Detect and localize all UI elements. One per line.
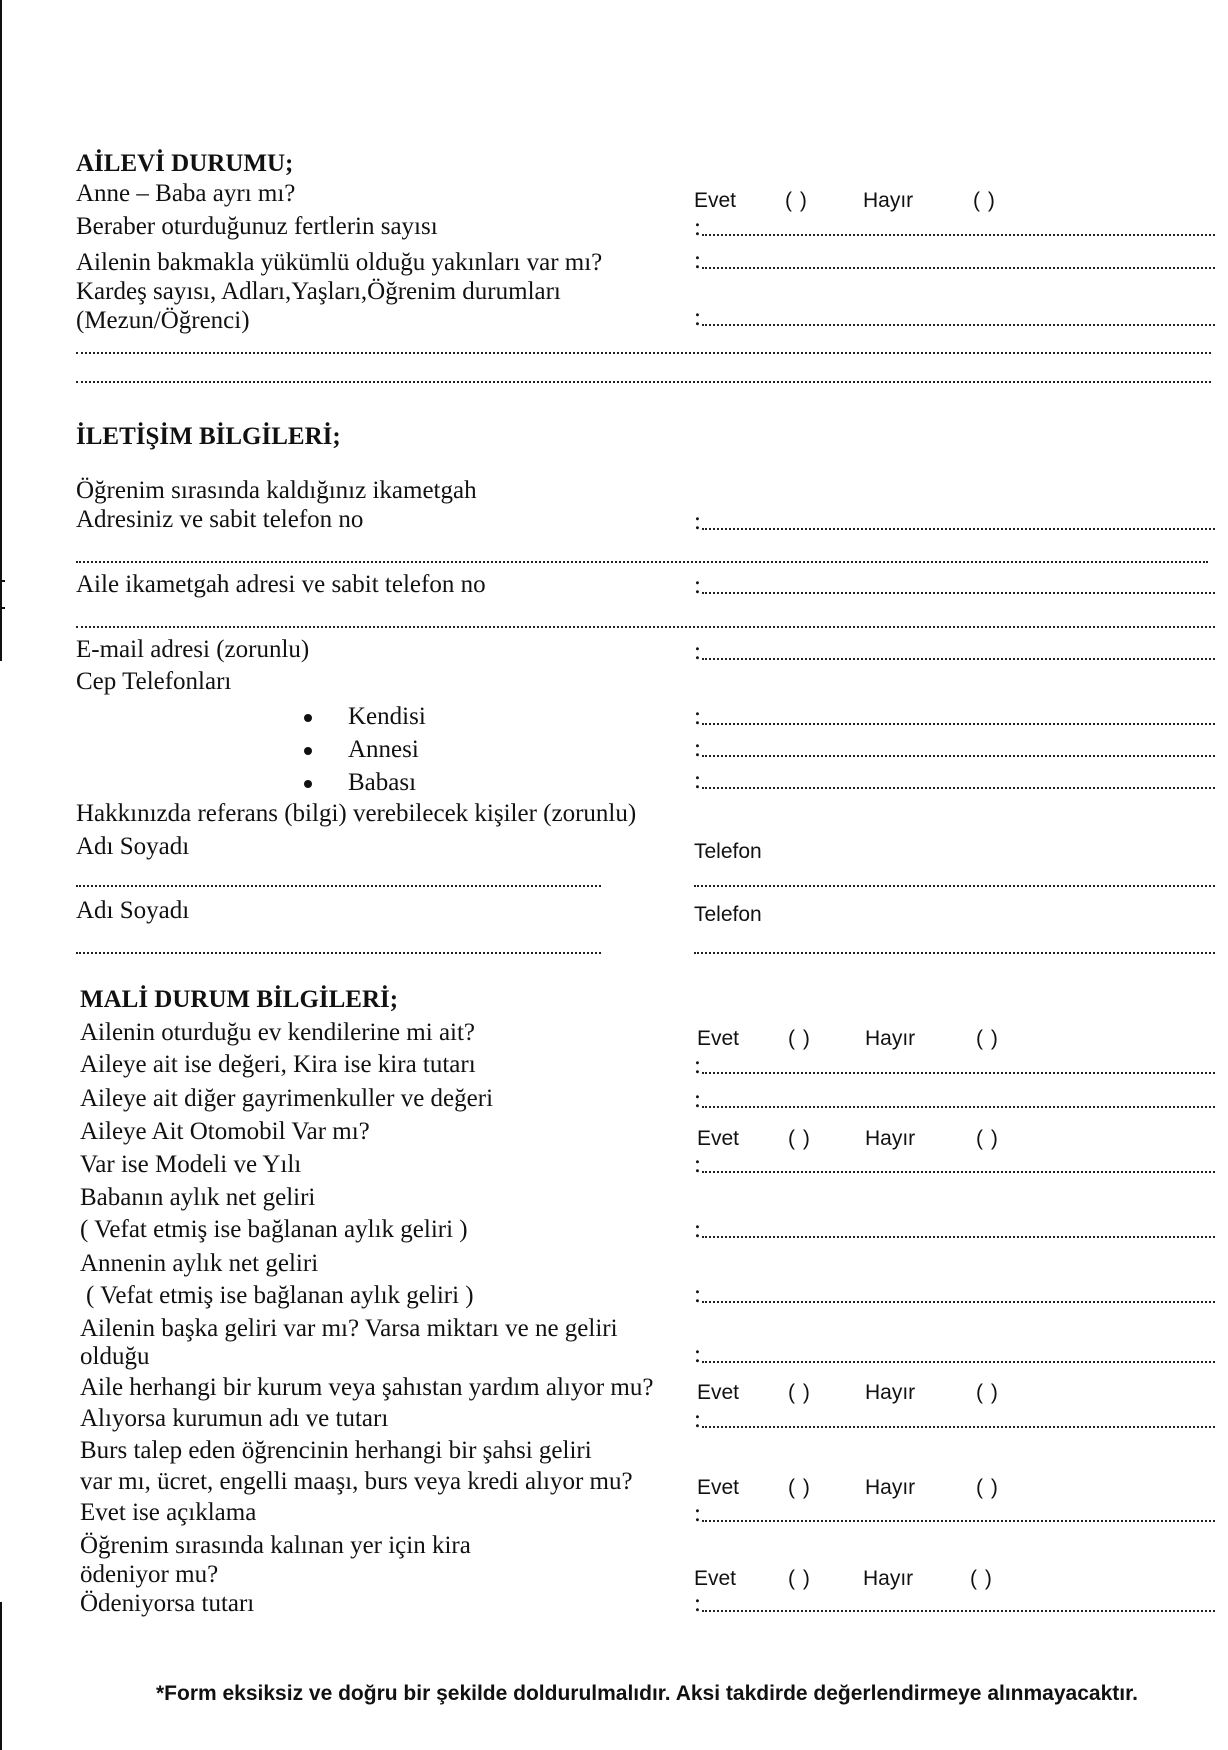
car-model-field[interactable] <box>694 1152 1215 1177</box>
study-address-label: Öğrenim sırasında kaldığınız ikametgah <box>76 477 477 504</box>
scan-edge-tick <box>0 607 5 609</box>
no-checkbox[interactable]: ( ) <box>970 1567 993 1590</box>
home-owned-label: Ailenin oturduğu ev kendilerine mi ait? <box>80 1019 476 1046</box>
field-marker: : <box>694 1281 701 1308</box>
reference-name-field[interactable] <box>76 885 601 887</box>
other-property-label: Aileye ait diğer gayrimenkuller ve değeri <box>80 1085 494 1112</box>
reference-name-label: Adı Soyadı <box>76 897 190 924</box>
mobile-father-label: Babası <box>348 769 417 796</box>
yes-checkbox[interactable]: ( ) <box>785 189 808 212</box>
field-marker: : <box>694 247 701 274</box>
dotted-fill-line <box>702 1171 1215 1173</box>
father-income-field[interactable] <box>694 1217 1215 1242</box>
parents-separated-label: Anne – Baba ayrı mı? <box>76 180 296 207</box>
aid-details-label: Alıyorsa kurumun adı ve tutarı <box>80 1405 389 1432</box>
reference-phone-field[interactable] <box>694 885 1215 887</box>
mobile-phones-label: Cep Telefonları <box>76 668 232 695</box>
field-marker: : <box>694 1406 701 1433</box>
no-option-label: Hayır <box>863 189 914 212</box>
yes-checkbox[interactable]: ( ) <box>788 1127 811 1150</box>
rent-paid-label: Öğrenim sırasında kalınan yer için kira <box>80 1532 471 1559</box>
mother-income-note: ( Vefat etmiş ise bağlanan aylık geliri ) <box>86 1282 474 1309</box>
dotted-fill-line <box>702 787 1215 789</box>
dotted-fill-line <box>702 1426 1215 1428</box>
no-checkbox[interactable]: ( ) <box>976 1476 999 1499</box>
aid-received-choice <box>0 1380 1228 1406</box>
yes-option-label: Evet <box>694 189 737 212</box>
mother-income-label: Annenin aylık net geliri <box>80 1250 319 1277</box>
aid-received-label: Aile herhangi bir kurum veya şahıstan yardım alıyor mu? <box>80 1374 654 1401</box>
study-address-field[interactable] <box>694 509 1215 534</box>
field-marker: : <box>694 1052 701 1079</box>
field-marker: : <box>694 214 701 241</box>
bullet-icon <box>304 714 312 722</box>
dotted-fill-line <box>702 1520 1215 1522</box>
dotted-fill-line <box>702 267 1215 269</box>
household-count-field[interactable] <box>694 215 1215 240</box>
yes-checkbox[interactable]: ( ) <box>788 1381 811 1404</box>
student-income-details-field[interactable] <box>694 1501 1215 1526</box>
dotted-fill-line <box>702 1106 1215 1108</box>
yes-option-label: Evet <box>697 1127 740 1150</box>
reference-phone-field[interactable] <box>694 952 1215 954</box>
siblings-answer-line[interactable] <box>76 381 1211 383</box>
aid-details-field[interactable] <box>694 1407 1215 1432</box>
no-option-label: Hayır <box>865 1476 916 1499</box>
dotted-fill-line <box>702 658 1215 660</box>
field-marker: : <box>694 304 701 331</box>
mobile-father-field[interactable] <box>694 768 1215 793</box>
field-marker: : <box>694 638 701 665</box>
dotted-fill-line <box>702 1361 1215 1363</box>
dotted-fill-line <box>702 1610 1215 1612</box>
field-marker: : <box>694 508 701 535</box>
home-value-label: Aileye ait ise değeri, Kira ise kira tutarı <box>80 1051 476 1078</box>
field-marker: : <box>694 735 701 762</box>
footer-note: *Form eksiksiz ve doğru bir şekilde doldurulmalıdır. Aksi takdirde değerlendirmeye alınmayacaktır. <box>156 1682 1138 1705</box>
dotted-fill-line <box>702 324 1215 326</box>
mother-income-field[interactable] <box>694 1282 1215 1307</box>
scan-edge-line <box>0 0 2 661</box>
field-marker: : <box>694 1590 701 1617</box>
field-marker: : <box>694 1086 701 1113</box>
field-marker: : <box>694 1151 701 1178</box>
dotted-fill-line <box>702 1236 1215 1238</box>
family-address-answer-line[interactable] <box>76 626 1215 628</box>
field-marker: : <box>694 703 701 730</box>
scan-edge-line <box>0 1602 2 1750</box>
father-income-note: ( Vefat etmiş ise bağlanan aylık geliri ) <box>80 1216 468 1243</box>
rent-amount-label: Ödeniyorsa tutarı <box>80 1590 255 1617</box>
dotted-fill-line <box>702 755 1215 757</box>
car-owned-label: Aileye Ait Otomobil Var mı? <box>80 1118 370 1145</box>
siblings-label-note: (Mezun/Öğrenci) <box>76 307 250 334</box>
no-checkbox[interactable]: ( ) <box>973 189 996 212</box>
no-checkbox[interactable]: ( ) <box>976 1381 999 1404</box>
other-property-field[interactable] <box>694 1087 1215 1112</box>
father-income-label: Babanın aylık net geliri <box>80 1184 316 1211</box>
reference-phone-label: Telefon <box>694 903 762 926</box>
dependents-label: Ailenin bakmakla yükümlü olduğu yakınları var mı? <box>76 249 603 276</box>
other-income-label-line2: olduğu <box>80 1343 150 1370</box>
email-field[interactable] <box>694 639 1215 664</box>
rent-amount-field[interactable] <box>694 1591 1215 1616</box>
reference-name-label: Adı Soyadı <box>76 833 190 860</box>
rent-paid-label-line2: ödeniyor mu? <box>80 1561 219 1588</box>
student-income-details-label: Evet ise açıklama <box>80 1499 257 1526</box>
student-income-label-line2: var mı, ücret, engelli maaşı, burs veya kredi alıyor mu? <box>80 1468 633 1495</box>
dotted-fill-line <box>702 1301 1215 1303</box>
siblings-field[interactable] <box>694 305 1215 330</box>
home-owned-choice <box>0 1026 1228 1052</box>
contact-section-heading: İLETİŞİM BİLGİLERİ; <box>76 423 341 450</box>
field-marker: : <box>694 1216 701 1243</box>
yes-checkbox[interactable]: ( ) <box>788 1567 811 1590</box>
yes-option-label: Evet <box>694 1567 737 1590</box>
yes-option-label: Evet <box>697 1027 740 1050</box>
dotted-fill-line <box>702 234 1215 236</box>
yes-option-label: Evet <box>697 1381 740 1404</box>
scan-edge-tick <box>0 580 5 582</box>
family-section-heading: AİLEVİ DURUMU; <box>76 150 294 177</box>
home-value-field[interactable] <box>694 1053 1215 1078</box>
dependents-field[interactable] <box>694 248 1215 273</box>
study-address-label-line2: Adresiniz ve sabit telefon no <box>76 506 364 533</box>
car-owned-choice <box>0 1126 1228 1152</box>
household-count-label: Beraber oturduğunuz fertlerin sayısı <box>76 213 438 240</box>
bullet-icon <box>304 780 312 788</box>
parents-separated-choice <box>0 188 1228 214</box>
mobile-mother-field[interactable] <box>694 736 1215 761</box>
bullet-icon <box>304 747 312 755</box>
email-label: E-mail adresi (zorunlu) <box>76 636 310 663</box>
field-marker: : <box>694 572 701 599</box>
other-income-label: Ailenin başka geliri var mı? Varsa miktarı ve ne geliri <box>80 1315 618 1342</box>
family-address-label: Aile ikametgah adresi ve sabit telefon no <box>76 571 486 598</box>
no-option-label: Hayır <box>865 1027 916 1050</box>
financial-section-heading: MALİ DURUM BİLGİLERİ; <box>80 986 399 1013</box>
siblings-answer-line[interactable] <box>76 352 1211 354</box>
siblings-label: Kardeş sayısı, Adları,Yaşları,Öğrenim durumları <box>76 278 561 305</box>
yes-checkbox[interactable]: ( ) <box>788 1027 811 1050</box>
no-checkbox[interactable]: ( ) <box>976 1027 999 1050</box>
mobile-self-label: Kendisi <box>348 703 426 730</box>
mobile-self-field[interactable] <box>694 704 1215 729</box>
other-income-field[interactable] <box>694 1342 1215 1367</box>
references-label: Hakkınızda referans (bilgi) verebilecek kişiler (zorunlu) <box>76 800 637 827</box>
reference-phone-label: Telefon <box>694 840 762 863</box>
no-option-label: Hayır <box>865 1127 916 1150</box>
dotted-fill-line <box>702 723 1215 725</box>
reference-name-field[interactable] <box>76 952 601 954</box>
no-option-label: Hayır <box>863 1567 914 1590</box>
mobile-mother-label: Annesi <box>348 736 419 763</box>
dotted-fill-line <box>702 528 1215 530</box>
dotted-fill-line <box>702 1072 1215 1074</box>
yes-checkbox[interactable]: ( ) <box>788 1476 811 1499</box>
field-marker: : <box>694 1500 701 1527</box>
field-marker: : <box>694 1341 701 1368</box>
field-marker: : <box>694 767 701 794</box>
dotted-fill-line <box>702 592 1215 594</box>
family-address-field[interactable] <box>694 573 1215 598</box>
yes-option-label: Evet <box>697 1476 740 1499</box>
study-address-answer-line[interactable] <box>76 561 1208 563</box>
car-model-label: Var ise Modeli ve Yılı <box>80 1151 302 1178</box>
no-option-label: Hayır <box>865 1381 916 1404</box>
student-income-label: Burs talep eden öğrencinin herhangi bir şahsi geliri <box>80 1437 592 1464</box>
no-checkbox[interactable]: ( ) <box>976 1127 999 1150</box>
